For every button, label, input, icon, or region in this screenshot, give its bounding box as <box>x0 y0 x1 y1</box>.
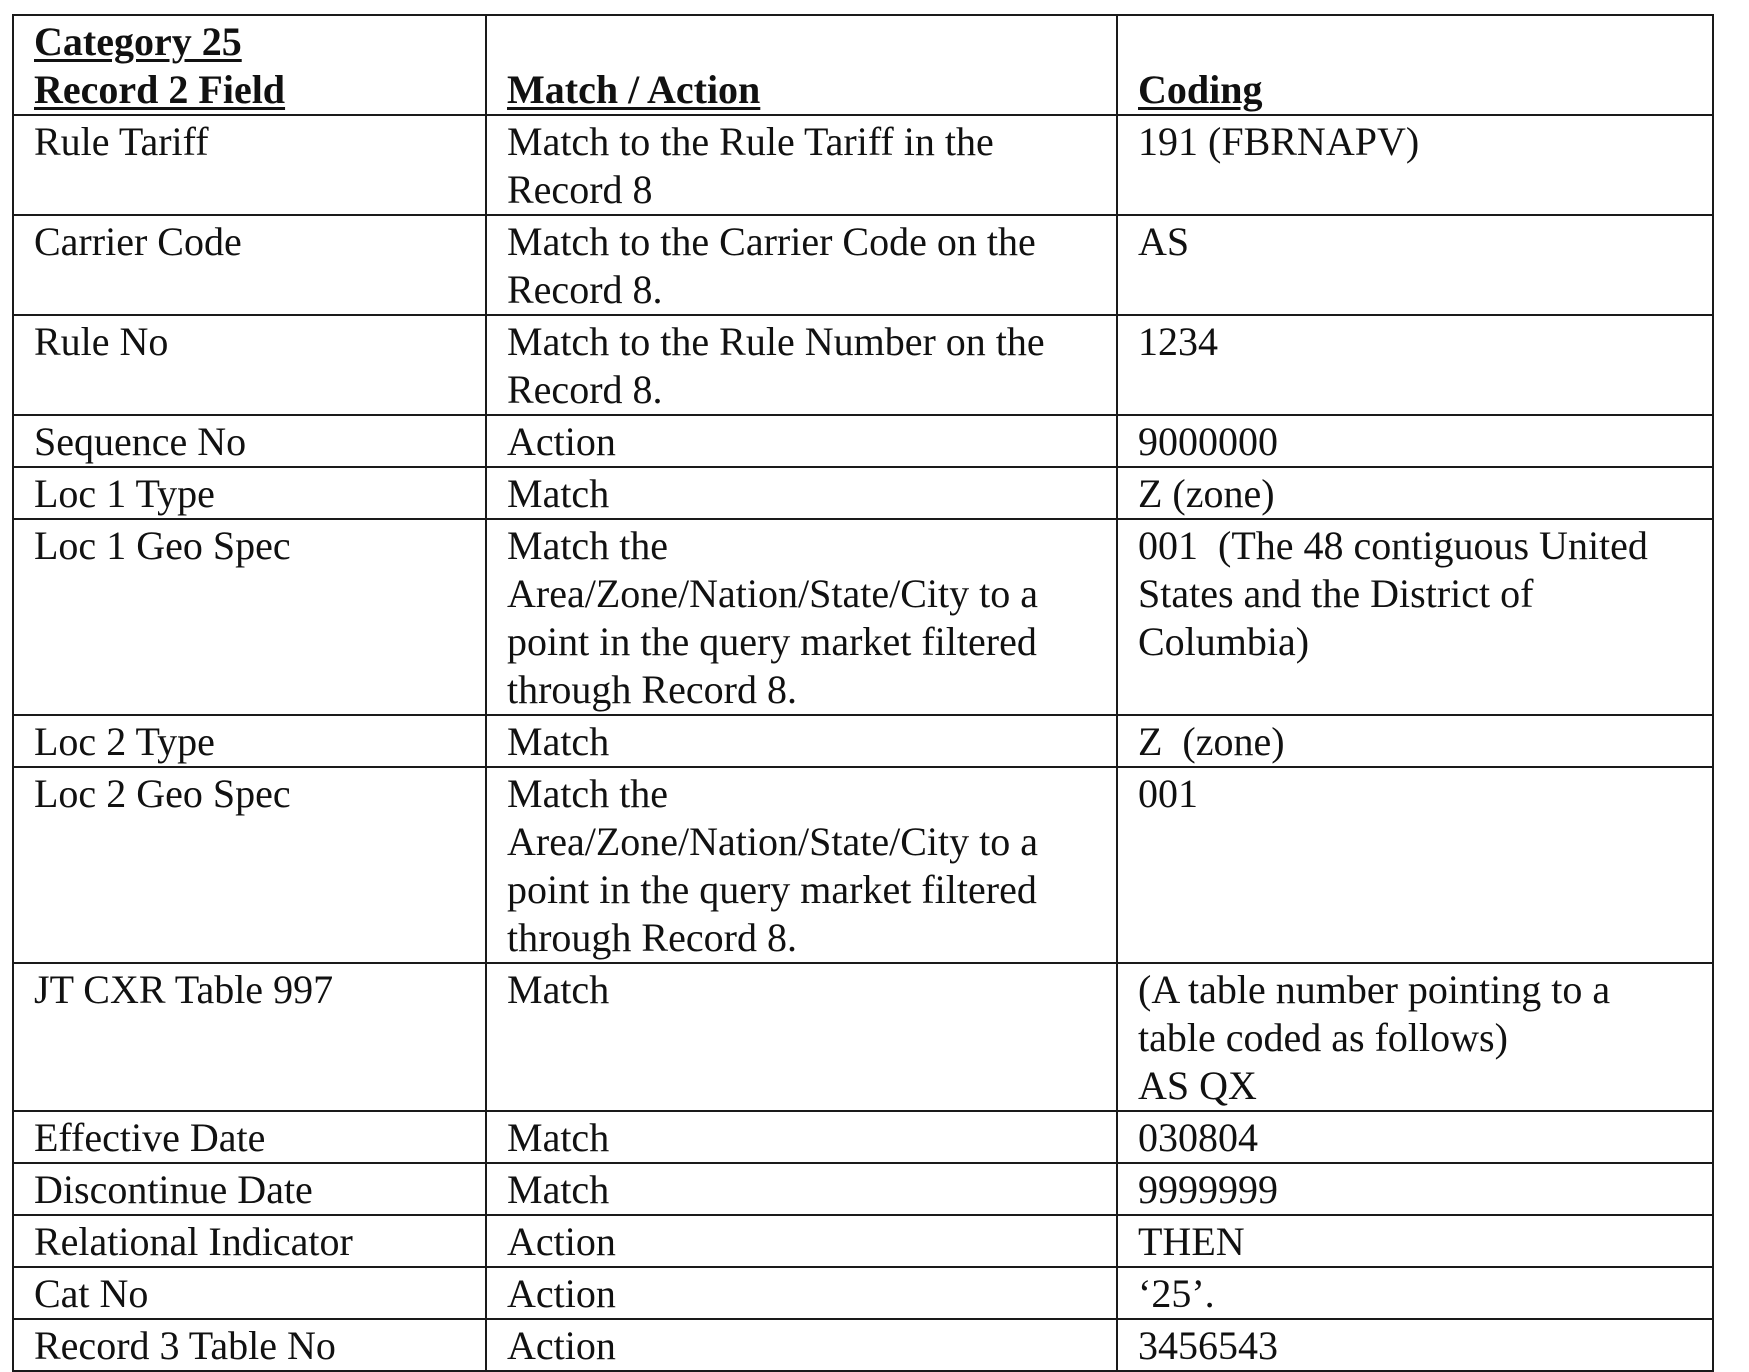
cell-match-action <box>486 519 1117 715</box>
cell-coding <box>1117 467 1713 519</box>
coding-line: table coded as follows) <box>1138 1015 1508 1060</box>
match-action-line: Match <box>507 471 610 516</box>
match-action-line: through Record 8. <box>507 667 797 712</box>
cell-match-action <box>486 215 1117 315</box>
coding-line: 9000000 <box>1138 419 1278 464</box>
table-header <box>13 15 1713 115</box>
table-body <box>13 115 1713 1371</box>
cell-coding <box>1117 415 1713 467</box>
match-action-line: point in the query market filtered <box>507 619 1037 664</box>
coding-line: 191 (FBRNAPV) <box>1138 119 1420 164</box>
cell-match-action <box>486 467 1117 519</box>
cell-coding <box>1117 115 1713 215</box>
match-action-line: Record 8. <box>507 367 663 412</box>
match-action-line: Area/Zone/Nation/State/City to a <box>507 571 1038 616</box>
match-action-line: Match the <box>507 771 669 816</box>
cell-coding <box>1117 1267 1713 1319</box>
cell-field: Discontinue Date <box>13 1163 486 1215</box>
cell-field: Loc 2 Geo Spec <box>13 767 486 963</box>
cell-match-action <box>486 1267 1117 1319</box>
coding-line: Z (zone) <box>1138 471 1275 516</box>
match-action-line: Action <box>507 1271 616 1316</box>
cell-field: Carrier Code <box>13 215 486 315</box>
table-row <box>13 519 1713 715</box>
coding-line: Columbia) <box>1138 619 1310 664</box>
coding-line: ‘25’. <box>1138 1271 1215 1316</box>
header-field <box>13 15 486 115</box>
table-row <box>13 315 1713 415</box>
header-coding: Coding <box>1117 15 1713 115</box>
cell-coding <box>1117 215 1713 315</box>
cell-coding <box>1117 1111 1713 1163</box>
match-action-line: Match the <box>507 523 669 568</box>
table-row <box>13 1215 1713 1267</box>
cell-field: Cat No <box>13 1267 486 1319</box>
cell-match-action <box>486 1111 1117 1163</box>
cell-field: JT CXR Table 997 <box>13 963 486 1111</box>
coding-line: 001 (The 48 contiguous United <box>1138 523 1648 568</box>
cell-match-action <box>486 115 1117 215</box>
cell-coding <box>1117 315 1713 415</box>
cell-field: Relational Indicator <box>13 1215 486 1267</box>
cell-coding <box>1117 1163 1713 1215</box>
coding-line: 1234 <box>1138 319 1218 364</box>
cell-match-action <box>486 1215 1117 1267</box>
header-field-line-1: Category 25 <box>34 19 242 64</box>
cell-coding <box>1117 1319 1713 1371</box>
cell-match-action <box>486 1163 1117 1215</box>
match-action-line: Match to the Rule Tariff in the <box>507 119 994 164</box>
match-action-line: Record 8. <box>507 267 663 312</box>
cell-match-action <box>486 1319 1117 1371</box>
cell-field: Rule No <box>13 315 486 415</box>
match-action-line: Action <box>507 419 616 464</box>
match-action-line: Match <box>507 719 610 764</box>
match-action-line: Action <box>507 1219 616 1264</box>
match-action-line: Record 8 <box>507 167 653 212</box>
cell-coding <box>1117 715 1713 767</box>
coding-line: 030804 <box>1138 1115 1258 1160</box>
cell-field: Sequence No <box>13 415 486 467</box>
table-row <box>13 1267 1713 1319</box>
coding-line: AS <box>1138 219 1190 264</box>
cell-coding <box>1117 1215 1713 1267</box>
table-row <box>13 415 1713 467</box>
table-row <box>13 1111 1713 1163</box>
table-row <box>13 715 1713 767</box>
cell-match-action <box>486 415 1117 467</box>
match-action-line: Match <box>507 1167 610 1212</box>
header-field-line-2: Record 2 Field <box>34 67 286 112</box>
table-row <box>13 963 1713 1111</box>
coding-line: 9999999 <box>1138 1167 1278 1212</box>
match-action-line: Match <box>507 967 610 1012</box>
table-row <box>13 1163 1713 1215</box>
table-row <box>13 467 1713 519</box>
cell-field: Loc 1 Geo Spec <box>13 519 486 715</box>
cell-field: Record 3 Table No <box>13 1319 486 1371</box>
match-action-line: Match <box>507 1115 610 1160</box>
table-row <box>13 115 1713 215</box>
cell-coding <box>1117 963 1713 1111</box>
category-25-record-2-table <box>12 14 1714 1372</box>
cell-match-action <box>486 767 1117 963</box>
coding-line: 001 <box>1138 771 1198 816</box>
coding-line: (A table number pointing to a <box>1138 967 1611 1012</box>
coding-line: States and the District of <box>1138 571 1534 616</box>
cell-coding <box>1117 519 1713 715</box>
table-row <box>13 215 1713 315</box>
match-action-line: Area/Zone/Nation/State/City to a <box>507 819 1038 864</box>
match-action-line: through Record 8. <box>507 915 797 960</box>
cell-field: Loc 1 Type <box>13 467 486 519</box>
cell-coding <box>1117 767 1713 963</box>
cell-field: Loc 2 Type <box>13 715 486 767</box>
match-action-line: point in the query market filtered <box>507 867 1037 912</box>
table-row <box>13 767 1713 963</box>
header-row <box>13 15 1713 115</box>
cell-field: Rule Tariff <box>13 115 486 215</box>
table-row <box>13 1319 1713 1371</box>
cell-match-action <box>486 315 1117 415</box>
coding-line: 3456543 <box>1138 1323 1278 1368</box>
coding-line: THEN <box>1138 1219 1245 1264</box>
match-action-line: Match to the Rule Number on the <box>507 319 1045 364</box>
coding-line: AS QX <box>1138 1063 1257 1108</box>
match-action-line: Action <box>507 1323 616 1368</box>
cell-match-action <box>486 963 1117 1111</box>
coding-line: Z (zone) <box>1138 719 1285 764</box>
cell-match-action <box>486 715 1117 767</box>
header-match-action: Match / Action <box>486 15 1117 115</box>
match-action-line: Match to the Carrier Code on the <box>507 219 1036 264</box>
cell-field: Effective Date <box>13 1111 486 1163</box>
